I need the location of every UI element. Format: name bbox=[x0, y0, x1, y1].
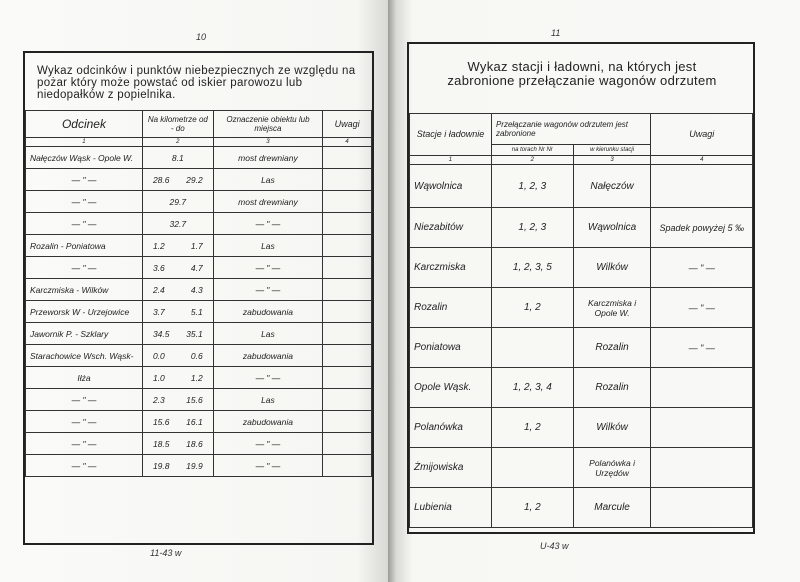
form-title: Wykaz odcinków i punktów niebezpiecznych ze względu na pożar który może powstać od iskier parowozu lub niedopałków z popielnika. bbox=[37, 65, 356, 101]
table-row bbox=[26, 169, 372, 191]
table-row bbox=[410, 248, 753, 288]
page-number: 11 bbox=[551, 28, 561, 38]
header-stations: Stacje i ładownie bbox=[410, 114, 492, 156]
tracks-cell: 1, 2, 3, 4 bbox=[491, 368, 573, 408]
direction-cell: Wilków bbox=[573, 248, 651, 288]
station-cell: Poniatowa bbox=[410, 328, 492, 368]
km-to: 35.1 bbox=[186, 328, 203, 339]
remarks-cell bbox=[323, 323, 372, 345]
section-cell: — " — bbox=[26, 169, 143, 191]
section-cell: Rozalin - Poniatowa bbox=[26, 235, 143, 257]
object-cell: Las bbox=[213, 235, 322, 257]
remarks-cell: Spadek powyżej 5 ‰ bbox=[651, 208, 753, 248]
header-remarks: Uwagi bbox=[323, 111, 372, 138]
page-footer: U-43 w bbox=[540, 541, 569, 551]
remarks-cell bbox=[323, 301, 372, 323]
remarks-cell bbox=[323, 169, 372, 191]
table-row bbox=[26, 301, 372, 323]
table-row bbox=[26, 279, 372, 301]
page-number: 10 bbox=[196, 32, 207, 42]
km-from: 15.6 bbox=[152, 416, 170, 427]
column-number: 2 bbox=[491, 156, 573, 165]
left-page bbox=[0, 0, 388, 582]
remarks-cell bbox=[651, 448, 753, 488]
remarks-cell bbox=[323, 191, 372, 213]
object-cell: — " — bbox=[213, 455, 322, 477]
table-row bbox=[26, 191, 372, 213]
tracks-cell: 1, 2, 3, 5 bbox=[491, 248, 573, 288]
object-cell: most drewniany bbox=[213, 147, 322, 169]
km-from: 28.6 bbox=[152, 174, 170, 185]
km-from: 18.5 bbox=[152, 438, 170, 449]
remarks-cell bbox=[651, 488, 753, 528]
header-object: Oznaczenie obiektu lub miejsca bbox=[213, 111, 322, 138]
tracks-cell bbox=[491, 448, 573, 488]
object-cell: — " — bbox=[213, 257, 322, 279]
kilometre-cell bbox=[142, 279, 213, 301]
direction-cell: Nałęczów bbox=[573, 165, 651, 208]
header-odcinek: Odcinek bbox=[26, 111, 143, 138]
section-cell: — " — bbox=[26, 389, 143, 411]
tracks-cell: 1, 2, 3 bbox=[491, 208, 573, 248]
station-cell: Polanówka bbox=[410, 408, 492, 448]
station-cell: Wąwolnica bbox=[410, 165, 492, 208]
object-cell: zabudowania bbox=[213, 411, 322, 433]
remarks-cell bbox=[323, 455, 372, 477]
remarks-cell bbox=[323, 411, 372, 433]
km-from: 1.0 bbox=[152, 372, 165, 383]
page-footer: 11-43 w bbox=[150, 548, 182, 558]
remarks-cell bbox=[323, 279, 372, 301]
section-cell: — " — bbox=[26, 191, 143, 213]
remarks-cell bbox=[323, 147, 372, 169]
table-row bbox=[410, 165, 753, 208]
object-cell: — " — bbox=[213, 433, 322, 455]
km-from: 19.8 bbox=[152, 460, 170, 471]
km-from: 29.7 bbox=[169, 196, 187, 207]
header-direction: w kierunku stacji bbox=[573, 145, 651, 156]
table-row bbox=[26, 323, 372, 345]
direction-cell: Karczmiska i Opole W. bbox=[573, 288, 651, 328]
kilometre-cell bbox=[142, 367, 213, 389]
section-cell: Iłża bbox=[26, 367, 143, 389]
table-row bbox=[410, 208, 753, 248]
km-to: 29.2 bbox=[186, 174, 203, 185]
tracks-cell: 1, 2 bbox=[491, 288, 573, 328]
table-row bbox=[410, 328, 753, 368]
table-row bbox=[26, 235, 372, 257]
direction-cell: Marcule bbox=[573, 488, 651, 528]
km-from: 0.0 bbox=[152, 350, 165, 361]
remarks-cell: — " — bbox=[651, 288, 753, 328]
table-row bbox=[26, 389, 372, 411]
header-forbidden-group: Przełączanie wagonów odrzutem jest zabronione bbox=[491, 114, 651, 145]
section-cell: Nałęczów Wąsk - Opole W. bbox=[26, 147, 143, 169]
column-number: 4 bbox=[323, 138, 372, 147]
km-from: 2.4 bbox=[152, 284, 165, 295]
km-from: 1.2 bbox=[152, 240, 165, 251]
object-cell: — " — bbox=[213, 213, 322, 235]
object-cell: Las bbox=[213, 323, 322, 345]
section-cell: Jawornik P. - Szklary bbox=[26, 323, 143, 345]
hazard-sections-table bbox=[25, 110, 372, 477]
table-row bbox=[410, 288, 753, 328]
section-cell: — " — bbox=[26, 213, 143, 235]
tracks-cell bbox=[491, 328, 573, 368]
remarks-cell bbox=[323, 389, 372, 411]
table-row bbox=[26, 367, 372, 389]
table-row bbox=[26, 433, 372, 455]
km-to: 4.7 bbox=[190, 262, 203, 273]
station-cell: Niezabitów bbox=[410, 208, 492, 248]
section-cell: Przeworsk W - Urzejowice bbox=[26, 301, 143, 323]
remarks-cell bbox=[323, 345, 372, 367]
remarks-cell bbox=[323, 235, 372, 257]
remarks-cell bbox=[323, 257, 372, 279]
km-from: 32.7 bbox=[169, 218, 187, 229]
km-from: 8.1 bbox=[171, 152, 184, 163]
object-cell: Las bbox=[213, 389, 322, 411]
remarks-cell bbox=[651, 368, 753, 408]
form-title bbox=[409, 44, 753, 88]
kilometre-cell bbox=[142, 191, 213, 213]
section-cell: — " — bbox=[26, 433, 143, 455]
stations-form bbox=[407, 42, 755, 534]
table-row bbox=[410, 408, 753, 448]
table-row bbox=[26, 411, 372, 433]
section-cell: — " — bbox=[26, 411, 143, 433]
column-number: 3 bbox=[213, 138, 322, 147]
object-cell: most drewniany bbox=[213, 191, 322, 213]
tracks-cell: 1, 2 bbox=[491, 408, 573, 448]
km-to: 1.7 bbox=[190, 240, 203, 251]
table-row bbox=[26, 147, 372, 169]
remarks-cell bbox=[651, 165, 753, 208]
object-cell: zabudowania bbox=[213, 345, 322, 367]
table-row bbox=[26, 213, 372, 235]
header-tracks: na torach Nr Nr bbox=[491, 145, 573, 156]
km-from: 2.3 bbox=[152, 394, 165, 405]
kilometre-cell bbox=[142, 213, 213, 235]
kilometre-cell bbox=[142, 147, 213, 169]
kilometre-cell bbox=[142, 433, 213, 455]
kilometre-cell bbox=[142, 257, 213, 279]
km-from: 34.5 bbox=[152, 328, 170, 339]
remarks-cell: — " — bbox=[651, 248, 753, 288]
km-to: 4.3 bbox=[190, 284, 203, 295]
km-to: 5.1 bbox=[190, 306, 203, 317]
km-from: 3.7 bbox=[152, 306, 165, 317]
km-to: 15.6 bbox=[186, 394, 203, 405]
km-to: 16.1 bbox=[186, 416, 203, 427]
table-row bbox=[410, 448, 753, 488]
kilometre-cell bbox=[142, 235, 213, 257]
table-row bbox=[26, 345, 372, 367]
kilometre-cell bbox=[142, 169, 213, 191]
section-cell: — " — bbox=[26, 257, 143, 279]
right-page bbox=[388, 0, 800, 582]
hazard-sections-form bbox=[23, 51, 374, 545]
remarks-cell bbox=[323, 213, 372, 235]
header-remarks: Uwagi bbox=[651, 114, 753, 156]
column-number: 3 bbox=[573, 156, 651, 165]
direction-cell: Polanówka i Urzędów bbox=[573, 448, 651, 488]
remarks-cell bbox=[323, 367, 372, 389]
object-cell: Las bbox=[213, 169, 322, 191]
km-to: 0.6 bbox=[190, 350, 203, 361]
kilometre-cell bbox=[142, 389, 213, 411]
tracks-cell: 1, 2 bbox=[491, 488, 573, 528]
table-row bbox=[410, 488, 753, 528]
section-cell: Karczmiska - Wilków bbox=[26, 279, 143, 301]
station-cell: Karczmiska bbox=[410, 248, 492, 288]
table-row bbox=[410, 368, 753, 408]
column-number: 4 bbox=[651, 156, 753, 165]
column-number: 2 bbox=[142, 138, 213, 147]
kilometre-cell bbox=[142, 301, 213, 323]
direction-cell: Rozalin bbox=[573, 328, 651, 368]
header-kilometre: Na kilometrze od - do bbox=[142, 111, 213, 138]
table-row bbox=[26, 455, 372, 477]
kilometre-cell bbox=[142, 455, 213, 477]
km-from: 3.6 bbox=[152, 262, 165, 273]
column-number: 1 bbox=[410, 156, 492, 165]
remarks-cell: — " — bbox=[651, 328, 753, 368]
title-line-2: zabronione przełączanie wagonów odrzutem bbox=[447, 73, 717, 88]
title-line-1: Wykaz stacji i ładowni, na których jest bbox=[467, 59, 697, 74]
km-to: 19.9 bbox=[186, 460, 203, 471]
remarks-cell bbox=[323, 433, 372, 455]
remarks-cell bbox=[651, 408, 753, 448]
station-cell: Lubienia bbox=[410, 488, 492, 528]
kilometre-cell bbox=[142, 411, 213, 433]
object-cell: — " — bbox=[213, 367, 322, 389]
km-to: 1.2 bbox=[190, 372, 203, 383]
direction-cell: Rozalin bbox=[573, 368, 651, 408]
table-row bbox=[26, 257, 372, 279]
object-cell: — " — bbox=[213, 279, 322, 301]
station-cell: Opole Wąsk. bbox=[410, 368, 492, 408]
tracks-cell: 1, 2, 3 bbox=[491, 165, 573, 208]
column-number: 1 bbox=[26, 138, 143, 147]
station-cell: Żmijowiska bbox=[410, 448, 492, 488]
section-cell: Starachowice Wsch. Wąsk- bbox=[26, 345, 143, 367]
direction-cell: Wilków bbox=[573, 408, 651, 448]
section-cell: — " — bbox=[26, 455, 143, 477]
km-to: 18.6 bbox=[186, 438, 203, 449]
object-cell: zabudowania bbox=[213, 301, 322, 323]
kilometre-cell bbox=[142, 345, 213, 367]
station-cell: Rozalin bbox=[410, 288, 492, 328]
direction-cell: Wąwolnica bbox=[573, 208, 651, 248]
kilometre-cell bbox=[142, 323, 213, 345]
stations-table bbox=[409, 113, 753, 528]
